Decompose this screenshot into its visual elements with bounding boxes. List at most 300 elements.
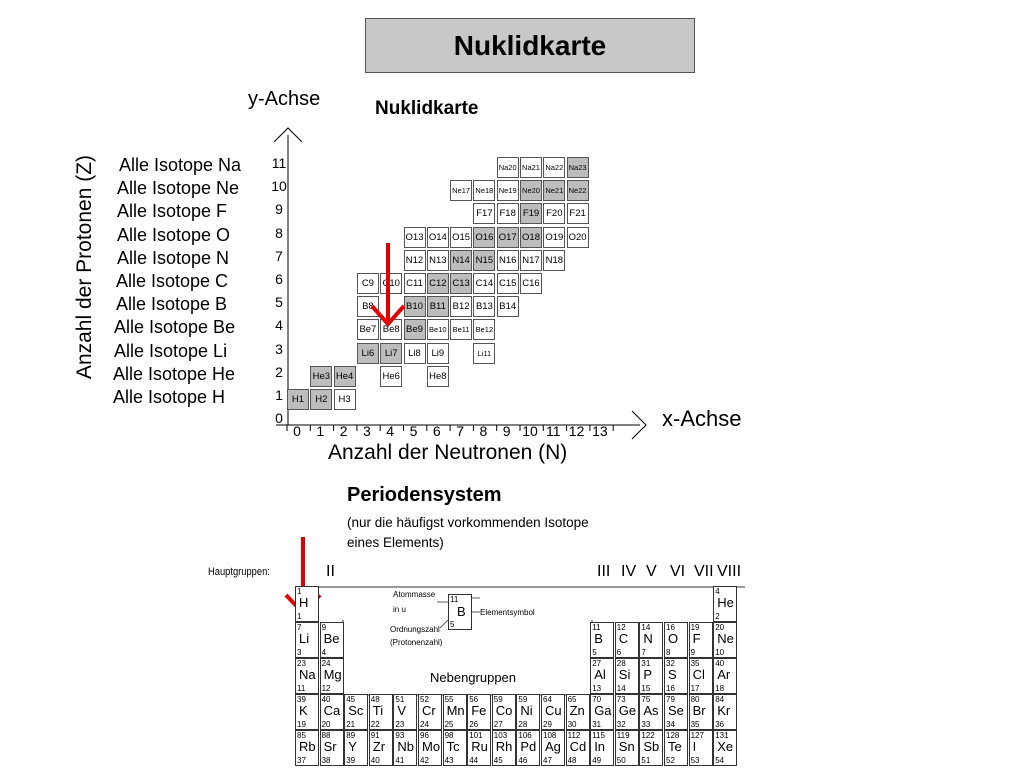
element-mass: 59 [518,695,528,704]
legend-sample-cell [448,594,472,630]
element-mass: 20 [715,623,725,632]
element-tc [443,730,467,766]
nuclide-he3: He3 [310,366,332,387]
nuclide-o15: O15 [450,227,472,248]
x-tick-label: 5 [409,423,418,439]
x-tick-label: 2 [339,423,348,439]
element-mass: 64 [543,695,552,704]
element-symbol: B [594,631,603,646]
element-z: 53 [690,756,700,765]
element-z: 30 [567,720,577,729]
isotope-label: Alle Isotope B [116,294,228,315]
nuclide-li6: Li6 [357,343,379,364]
element-z: 52 [666,756,675,765]
group-header: IV [621,563,637,580]
element-symbol: Ne [717,631,734,646]
nuclide-f18: F18 [497,203,519,224]
nuclide-na22: Na22 [543,157,565,178]
hauptgruppen-label: Hauptgruppen: [208,566,270,578]
element-mass: 79 [666,695,675,704]
element-xe [713,730,737,766]
element-symbol: Ru [471,739,488,754]
nuclide-c13: C13 [450,273,472,294]
element-h [295,586,319,622]
element-symbol: Si [618,667,631,682]
isotope-label: Alle Isotope F [117,201,228,222]
element-li [295,622,319,658]
nuclide-ne22: Ne22 [567,180,589,201]
element-symbol: V [397,703,407,718]
y-tick-label: 1 [275,387,283,403]
element-z: 51 [641,756,651,765]
element-symbol: Cr [422,703,436,718]
element-y [344,730,368,766]
nuclide-b11: B11 [427,296,449,317]
y-tick-label: 11 [271,155,287,171]
nuclide-o19: O19 [543,227,565,248]
element-symbol: Te [668,739,682,754]
nuclide-n12: N12 [404,250,426,271]
legend-ordnungszahl: Ordnungszahl [390,625,440,634]
element-i [689,730,713,766]
element-sb [639,730,663,766]
nuclide-li11: Li11 [473,343,495,364]
element-symbol: Ag [545,739,561,754]
isotope-label: Alle Isotope Be [114,317,236,338]
element-mass: 101 [469,731,483,740]
nuclide-c15: C15 [497,273,519,294]
element-symbol: Sn [618,739,635,754]
element-mass: 11 [592,623,601,632]
element-symbol: Mg [323,667,342,682]
element-z: 6 [616,648,622,657]
element-mass: 39 [297,695,306,704]
element-z: 7 [641,648,646,657]
element-mass: 40 [715,659,725,668]
element-mass: 103 [493,731,508,740]
nuclide-n14: N14 [450,250,472,271]
element-z: 37 [297,756,306,765]
nuclide-na21: Na21 [520,157,542,178]
nuclide-be12: Be12 [473,319,495,340]
element-mass: 32 [666,659,675,668]
periodensystem-title: Periodensystem [347,484,502,506]
element-cu [541,694,565,730]
nuclide-n18: N18 [543,250,565,271]
element-z: 11 [297,684,306,693]
element-cl [689,658,713,694]
element-symbol: As [643,703,659,718]
nuclide-f20: F20 [543,203,565,224]
element-symbol: Na [299,667,316,682]
element-pd [516,730,540,766]
element-ag [541,730,565,766]
nuclide-ne17: Ne17 [450,180,472,201]
element-mass: 56 [469,695,479,704]
nuclide-be8: Be8 [380,319,402,340]
nuclide-na20: Na20 [497,157,519,178]
element-mass: 28 [616,659,626,668]
nuclide-c12: C12 [427,273,449,294]
element-k [295,694,319,730]
element-ga [590,694,614,730]
element-z: 36 [715,720,725,729]
nuclide-n17: N17 [520,250,542,271]
nuclide-b8: B8 [357,296,379,317]
x-tick-label: 7 [456,423,464,439]
element-symbol: Xe [717,739,734,754]
element-mass: 48 [370,695,380,704]
element-symbol: Sb [643,739,660,754]
element-z: 54 [715,756,725,765]
element-mass: 35 [690,659,700,668]
element-b [590,622,614,658]
element-mass: 55 [444,695,454,704]
element-z: 38 [321,756,331,765]
y-tick-label: 6 [275,271,283,287]
group-header: VII [694,563,714,580]
element-z: 22 [370,720,380,729]
element-symbol: In [594,739,606,754]
element-mass: 9 [321,623,327,632]
element-symbol: H [299,595,309,610]
element-sr [320,730,344,766]
nuclide-o13: O13 [404,227,426,248]
element-si [615,658,639,694]
element-symbol: Fe [471,703,487,718]
element-mass: 112 [567,731,581,740]
element-he [713,586,737,622]
element-mass: 127 [690,731,704,740]
element-z: 20 [321,720,331,729]
element-mass: 75 [641,695,651,704]
element-ne [713,622,737,658]
x-tick-label: 10 [522,423,538,439]
element-symbol: Be [323,631,340,646]
group-header: II [326,563,335,580]
element-mass: 19 [690,623,700,632]
element-as [639,694,663,730]
nuclide-h1: H1 [287,389,309,410]
group-header: V [646,563,657,580]
element-z: 14 [616,684,626,693]
legend-sample-symbol: B [457,604,466,619]
element-mass: 98 [444,731,454,740]
element-symbol: Kr [717,703,731,718]
element-symbol: Co [495,703,513,718]
x-tick-label: 12 [568,423,585,439]
nuclide-ne19: Ne19 [497,180,519,201]
element-symbol: Nb [397,739,415,754]
element-z: 2 [715,612,720,621]
x-tick-label: 6 [432,423,441,439]
element-mass: 88 [321,731,331,740]
element-symbol: Rb [299,739,316,754]
y-tick-label: 8 [275,224,283,241]
nuclide-o20: O20 [567,227,589,248]
element-z: 32 [616,720,626,729]
nuclide-o16: O16 [473,227,495,248]
element-z: 8 [666,648,671,657]
x-tick-label: 8 [479,423,488,439]
element-z: 29 [543,720,552,729]
nuclide-c11: C11 [404,273,426,294]
slide-title: Nuklidkarte [365,18,695,73]
element-symbol: C [618,631,629,646]
element-mass: 84 [715,695,725,704]
element-te [664,730,688,766]
y-tick-label: 4 [275,317,283,334]
nuclide-be9: Be9 [404,319,426,340]
nuclide-he4: He4 [334,366,356,387]
element-symbol: Mn [446,703,465,718]
element-z: 39 [346,756,356,765]
nuclide-c16: C16 [520,273,542,294]
element-symbol: Ga [594,703,612,718]
element-symbol: Sr [323,739,337,754]
element-symbol: Cu [545,703,562,718]
x-tick-label: 1 [316,423,325,439]
element-ti [369,694,393,730]
element-mass: 45 [346,695,356,704]
nuclide-o18: O18 [520,227,542,248]
element-mass: 27 [592,659,602,668]
y-tick-label: 0 [275,410,283,427]
nuclide-li9: Li9 [427,343,449,364]
element-symbol: F [692,631,701,646]
element-symbol: O [668,631,679,646]
nuclide-ne21: Ne21 [543,180,565,201]
element-symbol: Tc [446,739,460,754]
element-z: 40 [370,756,380,765]
element-symbol: Ni [520,703,533,718]
element-z: 13 [592,684,602,693]
element-z: 42 [420,756,429,765]
element-f [689,622,713,658]
element-rh [492,730,516,766]
element-se [664,694,688,730]
element-z: 16 [666,684,675,693]
element-ca [320,694,344,730]
element-mass: 119 [616,731,630,740]
nuclide-n13: N13 [427,250,449,271]
element-z: 44 [469,756,479,765]
z-axis-title: Anzahl der Protonen (Z) [73,154,96,380]
element-ru [467,730,491,766]
element-symbol: Ge [618,703,637,718]
group-header: VIII [717,563,742,580]
element-zr [369,730,393,766]
nuclide-li7: Li7 [380,343,402,364]
nuclide-o14: O14 [427,227,449,248]
element-mass: 51 [395,695,405,704]
element-z: 31 [592,720,602,729]
element-z: 45 [493,756,503,765]
element-al [590,658,614,694]
element-mass: 31 [641,659,651,668]
element-mass: 1 [297,587,302,596]
nebengruppen-label: Nebengruppen [430,670,517,685]
nuclide-b12: B12 [450,296,472,317]
y-tick-label: 2 [275,363,283,380]
x-tick-label: 9 [502,423,511,439]
y-tick-label: 7 [275,247,283,264]
x-tick-label: 0 [293,423,301,439]
element-v [393,694,417,730]
element-symbol: Y [348,739,357,754]
element-symbol: I [692,739,697,754]
nuclide-he8: He8 [427,366,449,387]
element-cd [566,730,590,766]
isotope-label: Alle Isotope C [116,271,229,291]
element-symbol: Li [299,631,310,646]
y-axis-label: y-Achse [248,88,321,110]
element-mass: 115 [592,731,605,740]
group-header: VI [670,563,686,580]
nuclide-o17: O17 [497,227,519,248]
element-z: 24 [420,720,429,729]
isotope-label: Alle Isotope Ne [117,178,240,199]
element-symbol: S [668,667,677,682]
element-symbol: Zn [569,703,585,718]
element-nb [393,730,417,766]
x-tick-label: 11 [546,423,561,439]
element-z: 43 [444,756,454,765]
legend-sample-z: 5 [450,620,455,629]
element-ar [713,658,737,694]
element-mass: 14 [641,623,651,632]
nuclide-n15: N15 [473,250,495,271]
element-z: 15 [641,684,651,693]
nuclide-ne18: Ne18 [473,180,495,201]
element-zn [566,694,590,730]
element-z: 50 [616,756,626,765]
element-fe [467,694,491,730]
nuclide-b14: B14 [497,296,519,317]
nuclide-h2: H2 [310,389,332,410]
n-axis-title: Anzahl der Neutronen (N) [328,441,568,464]
element-mass: 23 [297,659,306,668]
element-symbol: K [299,703,308,718]
element-z: 34 [666,720,675,729]
element-mass: 128 [666,731,680,740]
element-z: 21 [346,720,356,729]
element-in [590,730,614,766]
legend-atommasse: Atommasse [393,590,436,599]
x-tick-label: 4 [386,423,395,439]
nuclide-li8: Li8 [404,343,426,364]
element-symbol: Rh [495,739,513,754]
element-s [664,658,688,694]
element-z: 19 [297,720,306,729]
element-mass: 96 [420,731,429,740]
element-mass: 91 [370,731,380,740]
x-tick-label: 3 [362,423,371,439]
nuclide-f17: F17 [473,203,495,224]
element-cr [418,694,442,730]
element-kr [713,694,737,730]
element-z: 28 [518,720,528,729]
y-tick-label: 9 [275,201,283,218]
nuclide-f21: F21 [567,203,589,224]
element-z: 27 [493,720,503,729]
element-symbol: Cd [569,739,587,754]
element-mass: 85 [297,731,306,740]
element-c [615,622,639,658]
periodensystem-note-line2: eines Elements) [347,535,444,550]
nuclide-he6: He6 [380,366,402,387]
nuclide-c14: C14 [473,273,495,294]
element-mass: 73 [616,695,626,704]
element-mass: 7 [297,623,302,632]
nuclide-h3: H3 [334,389,356,410]
x-axis-label: x-Achse [662,406,742,431]
element-z: 46 [518,756,528,765]
element-z: 12 [321,684,331,693]
nuclide-b13: B13 [473,296,495,317]
nuclide-b10: B10 [404,296,426,317]
periodensystem-note-line1: (nur die häufigst vorkommenden Isotope [347,515,589,530]
legend-protonenzahl: (Protonenzahl) [390,638,443,647]
element-symbol: Mo [422,739,441,754]
element-z: 9 [690,648,696,657]
nuclide-c9: C9 [357,273,379,294]
element-z: 18 [715,684,725,693]
element-z: 5 [592,648,597,657]
element-z: 10 [715,648,725,657]
element-z: 1 [297,612,302,621]
element-na [295,658,319,694]
element-symbol: Zr [372,739,386,754]
nuclide-c10: C10 [380,273,402,294]
element-symbol: Cl [692,667,705,682]
element-n [639,622,663,658]
nuclide-f19: F19 [520,203,542,224]
element-z: 23 [395,720,405,729]
element-mass: 59 [493,695,503,704]
element-z: 17 [690,684,700,693]
legend-elementsymbol: Elementsymbol [480,608,535,617]
y-tick-label: 5 [275,294,283,311]
element-symbol: Pd [520,739,537,754]
y-tick-label: 3 [275,340,283,357]
isotope-label: Alle Isotope Na [119,155,242,175]
element-mass: 108 [543,731,557,740]
element-be [320,622,344,658]
element-z: 35 [690,720,700,729]
nuclide-na23: Na23 [567,157,589,178]
isotope-label: Alle Isotope He [113,363,236,384]
element-mg [320,658,344,694]
isotope-label: Alle Isotope H [113,387,226,407]
element-mass: 106 [518,731,532,740]
nuclide-be11: Be11 [450,319,472,340]
element-mass: 80 [690,695,700,704]
element-mass: 131 [715,731,729,740]
element-sc [344,694,368,730]
element-mass: 70 [592,695,602,704]
element-z: 49 [592,756,602,765]
element-sn [615,730,639,766]
element-z: 25 [444,720,454,729]
element-z: 33 [641,720,651,729]
element-mass: 4 [715,587,720,596]
element-symbol: Ar [717,667,731,682]
element-mass: 16 [666,623,675,632]
element-symbol: He [717,595,734,610]
element-symbol: Ti [372,703,384,718]
element-ni [516,694,540,730]
